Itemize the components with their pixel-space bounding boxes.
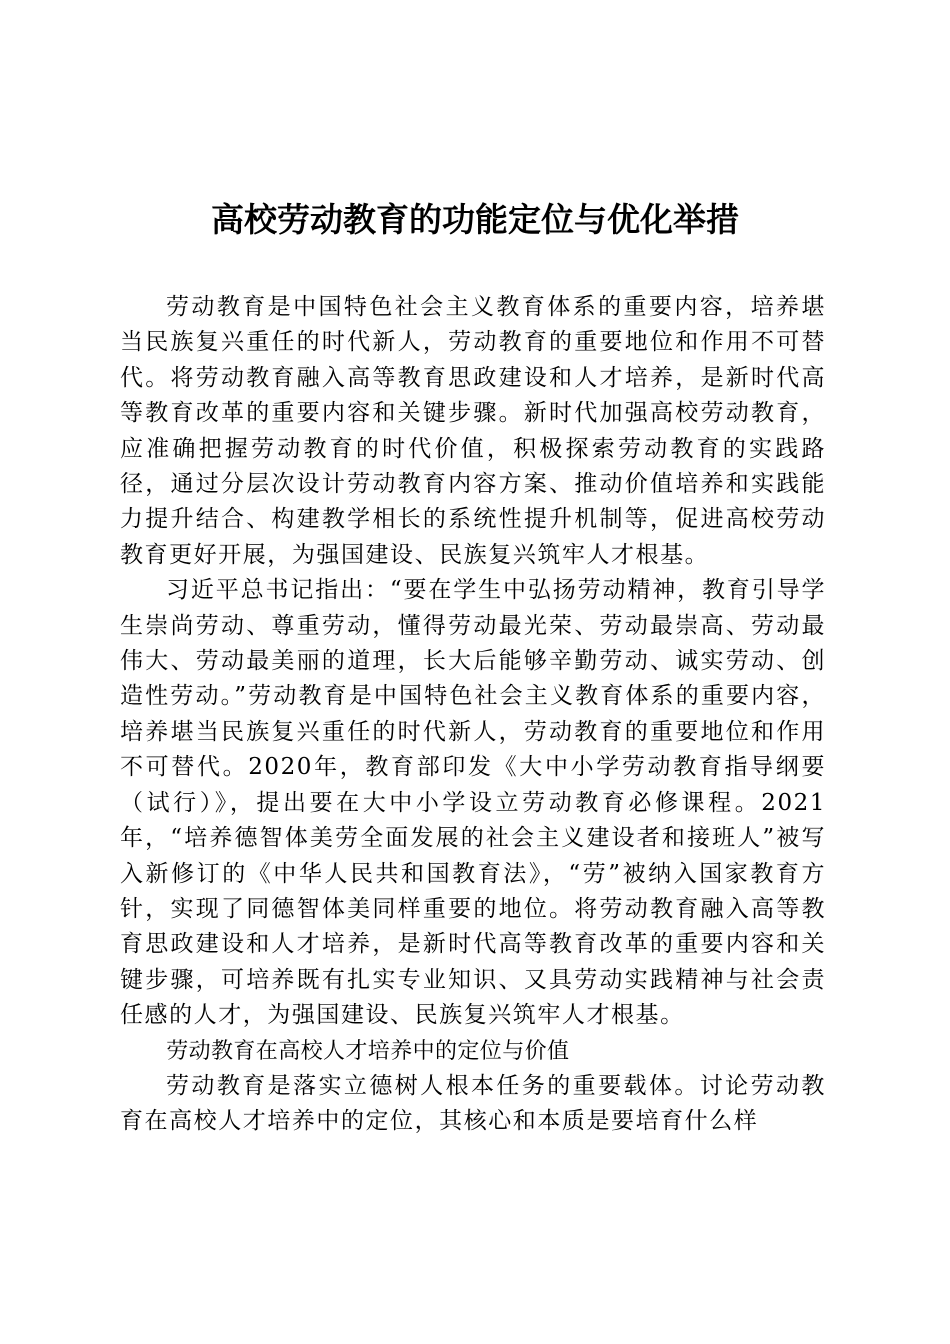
paragraph-section: 劳动教育是落实立德树人根本任务的重要载体。讨论劳动教育在高校人才培养中的定位，其核心和本质是要培育什么样 bbox=[120, 1072, 826, 1135]
paragraph-quote: 习近平总书记指出：“要在学生中弘扬劳动精神，教育引导学生崇尚劳动、尊重劳动，懂得劳动最光荣、劳动最崇高、劳动最伟大、劳动最美丽的道理，长大后能够辛勤劳动、诚实劳动、创造性劳动。”劳动教育是中国特色社会主义教育体系的重要内容，培养堪当民族复兴重任的时代新人，劳动教育的重要地位和作用不可替代。2020年，教育部印发《大中小学劳动教育指导纲要（试行）》，提出要在大中小学设立劳动教育必修课程。2021年，“培养德智体美劳全面发展的社会主义建设者和接班人”被写入新修订的《中华人民共和国教育法》，“劳”被纳入国家教育方针，实现了同德智体美同样重要的地位。将劳动教育融入高等教育思政建设和人才培养，是新时代高等教育改革的重要内容和关键步骤，可培养既有扎实专业知识、又具劳动实践精神与社会责任感的人才，为强国建设、民族复兴筑牢人才根基。 bbox=[120, 577, 826, 1029]
document-body bbox=[120, 290, 826, 1140]
section-heading: 劳动教育在高校人才培养中的定位与价值 bbox=[166, 1038, 570, 1064]
paragraph-intro: 劳动教育是中国特色社会主义教育体系的重要内容，培养堪当民族复兴重任的时代新人，劳动教育的重要地位和作用不可替代。将劳动教育融入高等教育思政建设和人才培养，是新时代高等教育改革的重要内容和关键步骤。新时代加强高校劳动教育，应准确把握劳动教育的时代价值，积极探索劳动教育的实践路径，通过分层次设计劳动教育内容方案、推动价值培养和实践能力提升结合、构建教学相长的系统性提升机制等，促进高校劳动教育更好开展，为强国建设、民族复兴筑牢人才根基。 bbox=[120, 294, 826, 568]
document-title: 高校劳动教育的功能定位与优化举措 bbox=[211, 200, 739, 239]
